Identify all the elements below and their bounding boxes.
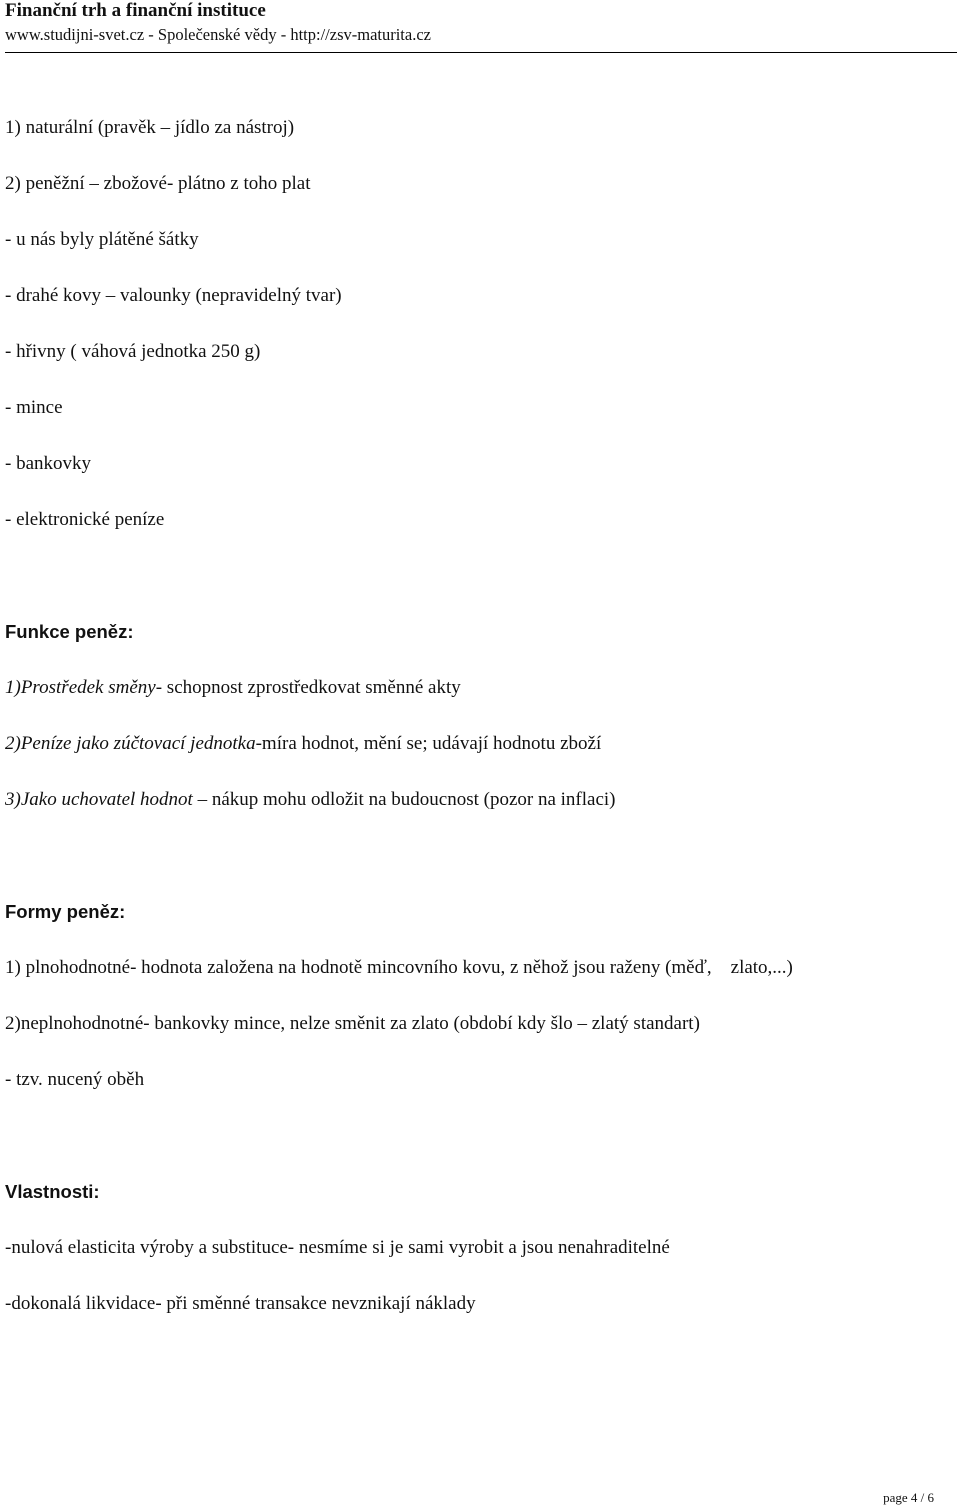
list-item: - bankovky — [5, 453, 92, 474]
list-item: - hřivny ( váhová jednotka 250 g) — [5, 341, 261, 362]
list-item: - mince — [5, 397, 63, 418]
function-term: 1)Prostředek směny — [5, 677, 156, 698]
document-source: www.studijni-svet.cz - Společenské vědy - http://zsv-maturita.cz — [5, 25, 431, 44]
form-item: 2)neplnohodnotné- bankovky mince, nelze směnit za zlato (období kdy šlo – zlatý standart) — [5, 1013, 700, 1034]
function-text: - schopnost zprostředkovat směnné akty — [155, 677, 461, 698]
form-item: - tzv. nucený oběh — [5, 1069, 145, 1090]
function-term: 2)Peníze jako zúčtovací jednotka — [5, 733, 256, 754]
section-heading-properties: Vlastnosti: — [5, 1181, 100, 1202]
function-text: -míra hodnot, mění se; udávají hodnotu zboží — [255, 733, 602, 754]
property-item: -dokonalá likvidace- při směnné transakce nevznikají náklady — [5, 1293, 476, 1314]
page-header — [5, 0, 957, 53]
section-heading-functions: Funkce peněz: — [5, 621, 134, 642]
list-item: - elektronické peníze — [5, 509, 165, 530]
function-item — [5, 676, 461, 700]
form-item: 1) plnohodnotné- hodnota založena na hodnotě mincovního kovu, z něhož jsou raženy (měď, zlato,...) — [5, 957, 793, 978]
function-text: – nákup mohu odložit na budoucnost (pozor na inflaci) — [192, 789, 616, 810]
property-item: -nulová elasticita výroby a substituce- nesmíme si je sami vyrobit a jsou nenahraditelné — [5, 1237, 670, 1258]
function-term: 3)Jako uchovatel hodnot — [5, 789, 193, 810]
list-item: 1) naturální (pravěk – jídlo za nástroj) — [5, 117, 295, 138]
list-item: 2) peněžní – zbožové- plátno z toho plat — [5, 173, 311, 194]
list-item: - drahé kovy – valounky (nepravidelný tvar) — [5, 285, 342, 306]
function-item — [5, 788, 616, 812]
section-heading-forms: Formy peněz: — [5, 901, 126, 922]
function-item — [5, 732, 601, 756]
document-title: Finanční trh a finanční instituce — [5, 0, 266, 21]
page-number: page 4 / 6 — [883, 1490, 934, 1505]
list-item: - u nás byly plátěné šátky — [5, 229, 199, 250]
